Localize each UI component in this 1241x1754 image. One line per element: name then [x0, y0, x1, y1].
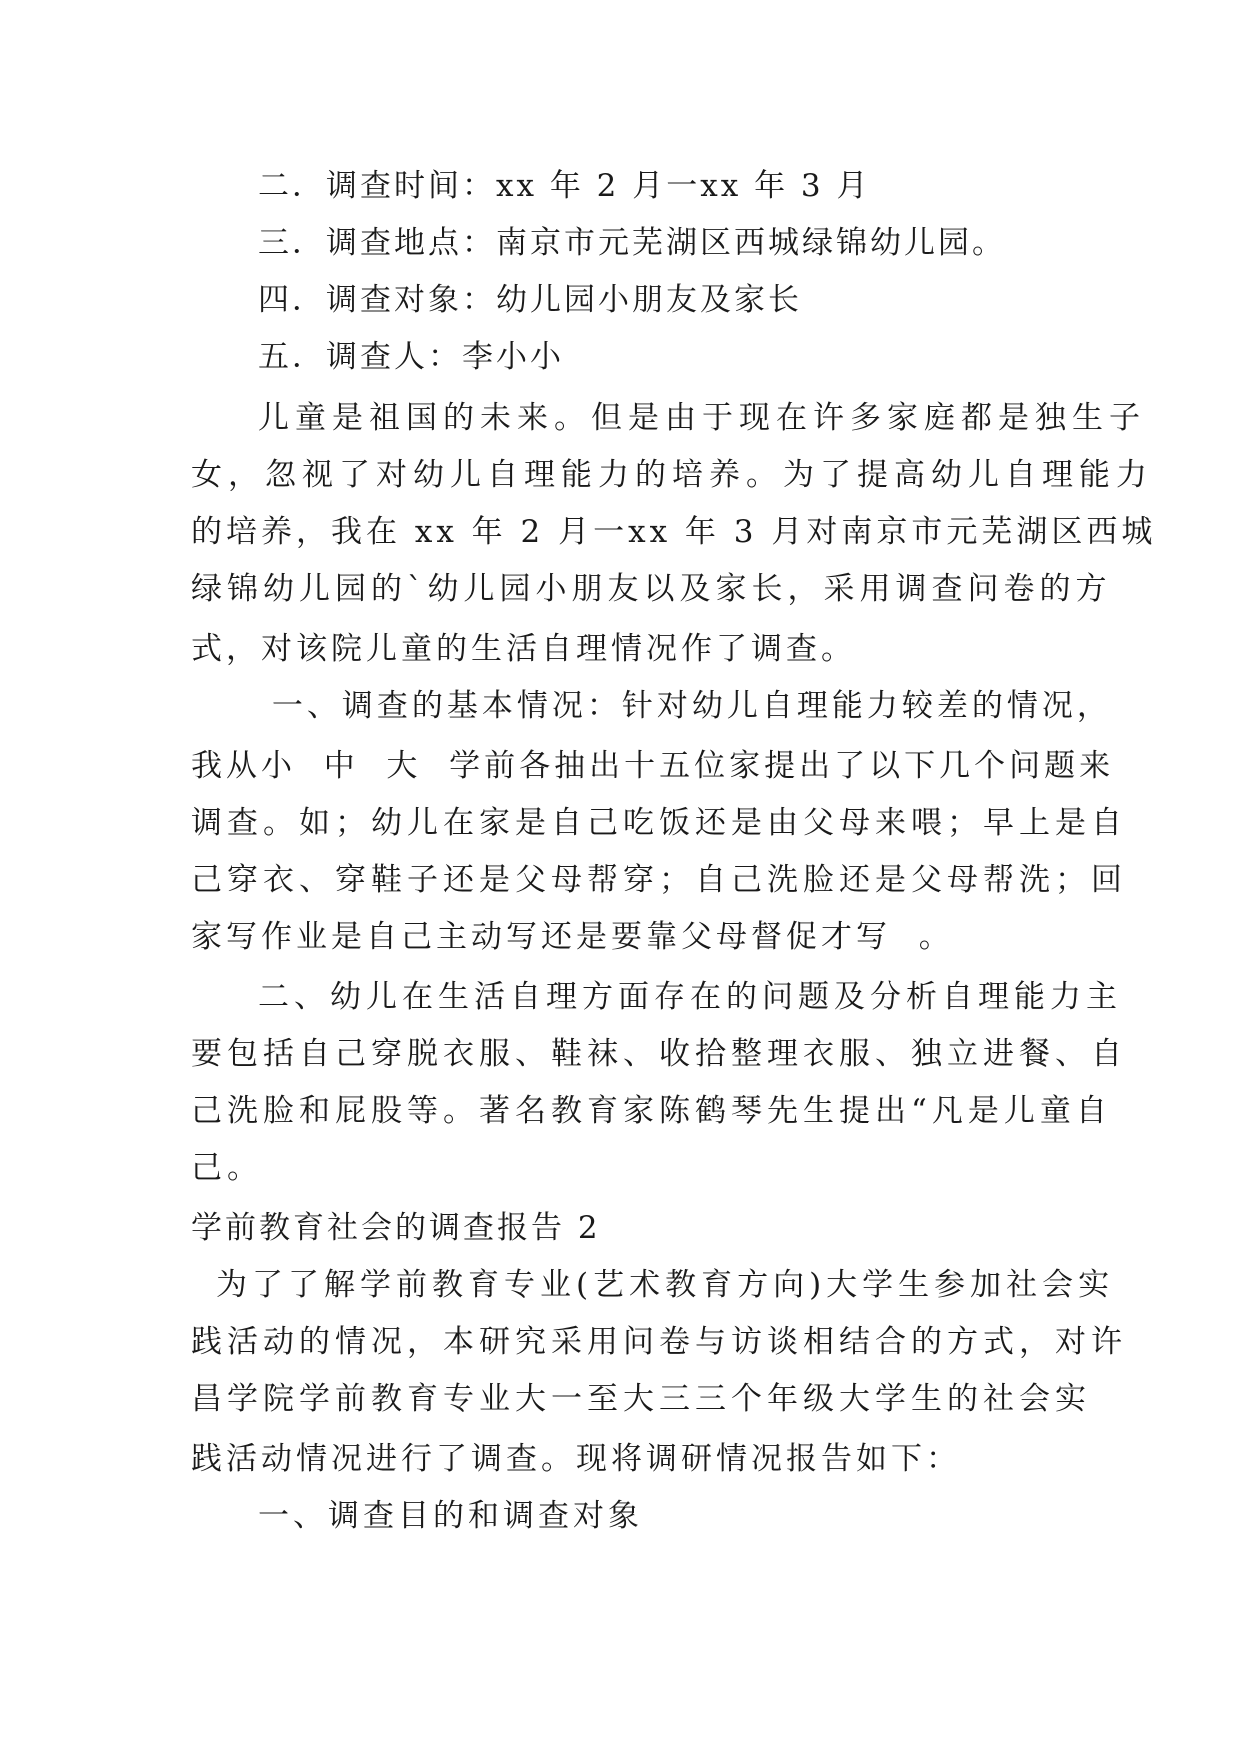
intro-paragraph-line: 绿锦幼儿园的`幼儿园小朋友以及家长，采用调查问卷的方: [191, 571, 1112, 607]
intro-paragraph-line: 女，忽视了对幼儿自理能力的培养。为了提高幼儿自理能力: [191, 457, 1153, 493]
section-heading: 一、调查目的和调查对象: [258, 1498, 643, 1534]
report-2-title: 学前教育社会的调查报告 2: [191, 1210, 601, 1246]
report-2-paragraph-line: 践活动的情况，本研究采用问卷与访谈相结合的方式，对许: [191, 1324, 1127, 1360]
problems-paragraph-line: 己。: [191, 1150, 263, 1186]
report-2-paragraph-line: 昌学院学前教育专业大一至大三三个年级大学生的社会实: [191, 1381, 1091, 1417]
basic-situation-paragraph-line: 我从小 中 大 学前各抽出十五位家提出了以下几个问题来: [191, 748, 1115, 784]
basic-situation-paragraph-line: 调查。如；幼儿在家是自己吃饭还是由父母来喂；早上是自: [191, 805, 1127, 841]
intro-paragraph-line: 式，对该院儿童的生活自理情况作了调查。: [191, 631, 856, 667]
problems-paragraph-line: 二、幼儿在生活自理方面存在的问题及分析自理能力主: [258, 979, 1122, 1015]
basic-situation-paragraph-line: 家写作业是自己主动写还是要靠父母督促才写 。: [191, 919, 954, 955]
survey-time-line: 二．调查时间：xx 年 2 月一xx 年 3 月: [258, 168, 871, 204]
report-2-paragraph-line: 为了了解学前教育专业(艺术教育方向)大学生参加社会实: [216, 1267, 1115, 1303]
intro-paragraph-line: 儿童是祖国的未来。但是由于现在许多家庭都是独生子: [258, 400, 1146, 436]
report-2-paragraph-line: 践活动情况进行了调查。现将调研情况报告如下：: [191, 1441, 961, 1477]
survey-subject-line: 四．调查对象：幼儿园小朋友及家长: [258, 282, 802, 318]
intro-paragraph-line: 的培养，我在 xx 年 2 月一xx 年 3 月对南京市元芜湖区西城: [191, 514, 1157, 550]
surveyor-line: 五．调查人：李小小: [258, 339, 564, 375]
basic-situation-paragraph-line: 一、调查的基本情况：针对幼儿自理能力较差的情况，: [258, 688, 1112, 724]
basic-situation-paragraph-line: 己穿衣、穿鞋子还是父母帮穿；自己洗脸还是父母帮洗；回: [191, 862, 1127, 898]
problems-paragraph-line: 己洗脸和屁股等。著名教育家陈鹤琴先生提出“凡是儿童自: [191, 1093, 1112, 1129]
survey-location-line: 三．调查地点：南京市元芜湖区西城绿锦幼儿园。: [258, 225, 1006, 261]
problems-paragraph-line: 要包括自己穿脱衣服、鞋袜、收拾整理衣服、独立进餐、自: [191, 1036, 1127, 1072]
